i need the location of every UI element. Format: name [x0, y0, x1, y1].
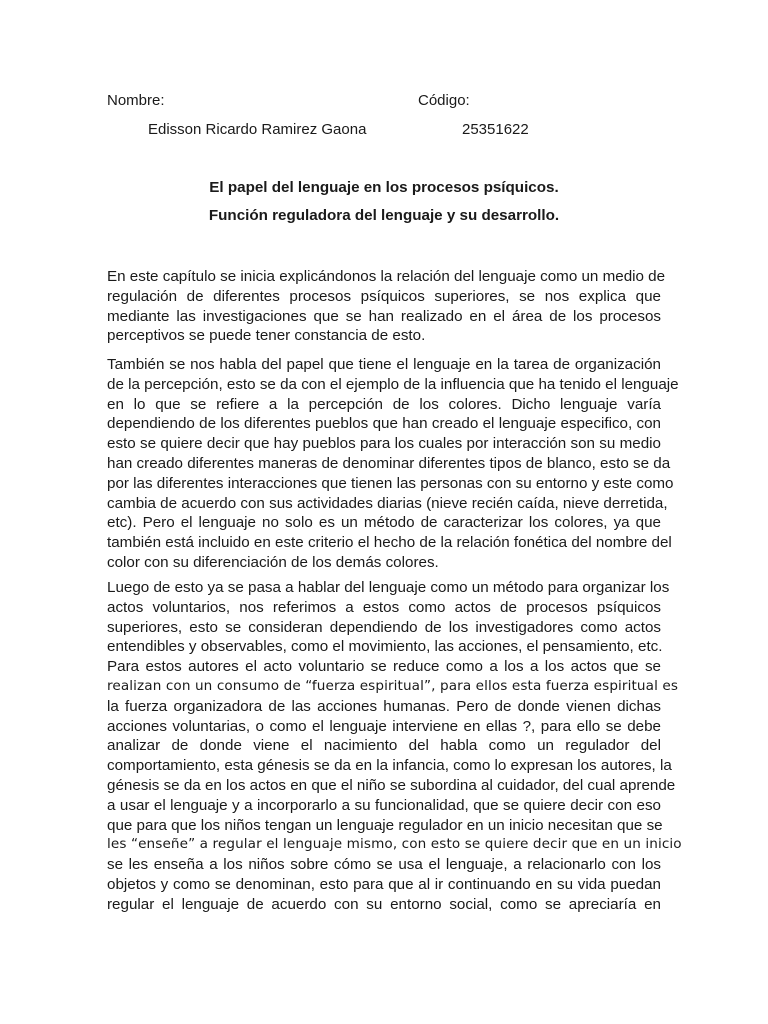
paragraph-1 [107, 267, 666, 346]
student-code: 25351622 [462, 121, 529, 138]
text-line: Para estos autores el acto voluntario se reduce como a los a los actos que se [107, 658, 661, 676]
text-line: por las diferentes interacciones que tienen las personas con su entorno y este como [107, 474, 674, 492]
text-line: En este capítulo se inicia explicándonos la relación del lenguaje como un medio de [107, 268, 666, 285]
text-line: etc). Pero el lenguaje no solo es un método de caracterizar los colores, ya que [107, 514, 661, 532]
text-line: regular el lenguaje de acuerdo con su entorno social, como se apreciaría en [107, 895, 661, 913]
text-line: analizar de donde viene el nacimiento del habla como un regulador del [107, 737, 661, 755]
paragraph-2 [107, 355, 679, 573]
text-line: génesis se da en los actos en que el niño se subordina al cuidador, del cual aprende [107, 776, 676, 794]
text-line: también está incluido en este criterio el hecho de la relación fonética del nombre del [107, 534, 672, 552]
text-line: perceptivos se puede tener constancia de esto. [107, 327, 426, 345]
text-line: esto se quiere decir que hay pueblos para los cuales por interacción son su medio [107, 435, 661, 453]
student-name: Edisson Ricardo Ramirez Gaona [148, 121, 367, 138]
text-line: objetos y como se denominan, esto para que al ir continuando en su vida puedan [107, 875, 661, 893]
text-line: También se nos habla del papel que tiene el lenguaje en la tarea de organización [107, 356, 661, 373]
document-subtitle: Función reguladora del lenguaje y su desarrollo. [208, 207, 560, 224]
text-line: Luego de esto ya se pasa a hablar del lenguaje como un método para organizar los [107, 579, 670, 596]
text-line: regulación de diferentes procesos psíquicos superiores, se nos explica que [107, 287, 661, 305]
text-line: que para que los niños tengan un lenguaje regulador en un inicio necesitan que se [107, 816, 663, 834]
text-line: actos voluntarios, nos referimos a estos como actos de procesos psíquicos [107, 598, 661, 616]
text-line: han creado diferentes maneras de denominar diferentes tipos de blanco, esto se da [107, 454, 671, 472]
text-line: les “enseñe” a regular el lenguaje mismo, con esto se quiere decir que en un inicio [107, 836, 682, 853]
text-line: en lo que se refiere a la percepción de los colores. Dicho lenguaje varía [107, 395, 661, 413]
text-line: cambia de acuerdo con sus actividades diarias (nieve recién caída, nieve derretida, [107, 494, 668, 512]
text-line: entendibles y observables, como el movimiento, las acciones, el pensamiento, etc. [107, 638, 663, 656]
text-line: color con su diferenciación de los demás colores. [107, 553, 439, 571]
paragraph-3 [107, 578, 682, 915]
text-line: mediante las investigaciones que se han realizado en el área de los procesos [107, 307, 661, 325]
text-line: superiores, esto se consideran dependiendo de los investigadores como actos [107, 618, 661, 636]
document-title: El papel del lenguaje en los procesos psíquicos. [209, 179, 559, 196]
text-line: la fuerza organizadora de las acciones humanas. Pero de donde vienen dichas [107, 697, 661, 715]
text-line: acciones voluntarias, o como el lenguaje interviene en ellas ?, para ello se debe [107, 717, 661, 735]
text-line: se les enseña a los niños sobre cómo se usa el lenguaje, a relacionarlo con los [107, 856, 661, 874]
name-label: Nombre: [107, 92, 165, 109]
code-label: Código: [418, 92, 470, 109]
text-line: realizan con un consumo de “fuerza espiritual”, para ellos esta fuerza espiritual es [107, 677, 679, 694]
text-line: a usar el lenguaje y a incorporarlo a su funcionalidad, que se quiere decir con eso [107, 796, 661, 814]
text-line: de la percepción, esto se da con el ejemplo de la influencia que ha tenido el lenguaje [107, 375, 679, 393]
text-line: comportamiento, esta génesis se da en la infancia, como lo expresan los autores, la [107, 757, 672, 775]
text-line: dependiendo de los diferentes pueblos que han creado el lenguaje especifico, con [107, 415, 661, 433]
